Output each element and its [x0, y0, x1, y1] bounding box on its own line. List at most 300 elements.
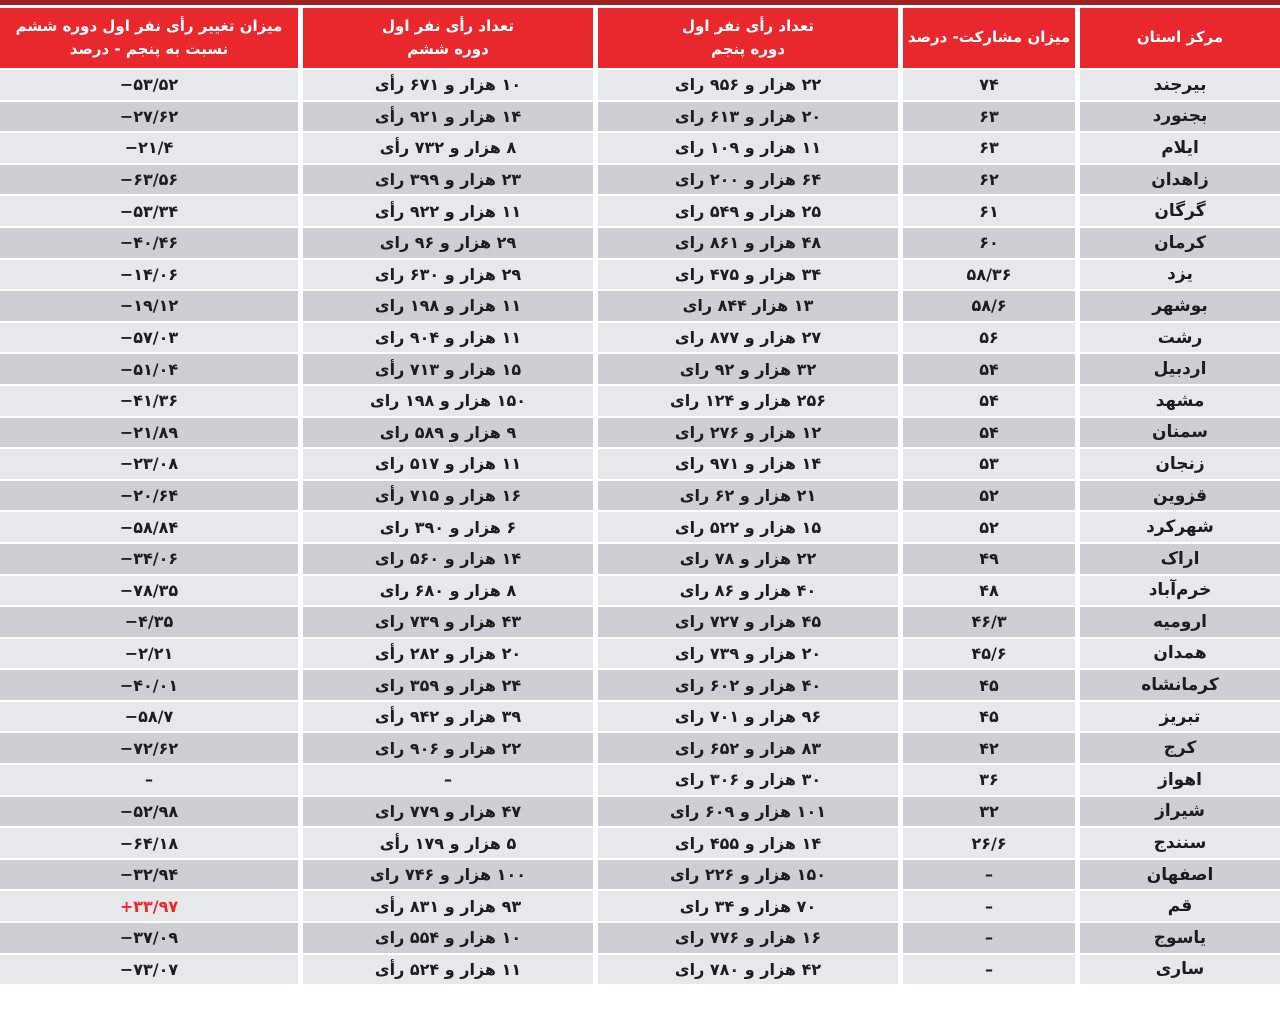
change-cell-text: −۵۸/۷: [124, 707, 174, 727]
participation-cell-text: ۶۰: [979, 233, 999, 253]
city-cell: [1080, 733, 1280, 763]
votes-6th-cell-text: ۱۱ هزار و ۹۰۴ رای: [374, 328, 522, 348]
votes-6th-cell-text: ۱۵ هزار و ۷۱۳ رأی: [374, 359, 522, 379]
participation-cell: [903, 102, 1075, 132]
city-cell: [1080, 797, 1280, 827]
city-cell: [1080, 354, 1280, 384]
city-cell: [1080, 70, 1280, 100]
votes-6th-cell-text: ۲۳ هزار و ۳۹۹ رای: [374, 170, 522, 190]
change-cell: [0, 260, 298, 290]
votes-5th-cell: [598, 291, 898, 321]
change-cell: [0, 544, 298, 574]
change-cell: [0, 102, 298, 132]
change-cell-text: −۳۷/۰۹: [119, 928, 179, 948]
votes-6th-cell: [303, 576, 593, 606]
participation-cell-text: ۷۴: [979, 75, 999, 95]
votes-6th-cell: [303, 607, 593, 637]
votes-6th-cell-text: ۸ هزار و ۷۳۲ رأی: [379, 138, 517, 158]
city-cell: [1080, 860, 1280, 890]
participation-cell: [903, 165, 1075, 195]
city-cell-text: همدان: [1153, 643, 1207, 664]
participation-cell: [903, 70, 1075, 100]
change-cell: [0, 291, 298, 321]
votes-6th-cell: [303, 702, 593, 732]
votes-6th-cell-text: ۲۹ هزار و ۹۶ رای: [379, 233, 517, 253]
votes-5th-cell-text: ۹۶ هزار و ۷۰۱ رای: [674, 707, 822, 727]
votes-5th-cell-text: ۳۴ هزار و ۴۷۵ رای: [674, 264, 822, 284]
votes-6th-cell: [303, 797, 593, 827]
city-cell-text: زنجان: [1155, 453, 1205, 474]
votes-6th-cell: [303, 260, 593, 290]
votes-5th-cell-text: ۱۰۱ هزار و ۶۰۹ رای: [670, 801, 826, 821]
participation-cell-text: ۳۲: [979, 801, 999, 821]
votes-6th-cell: [303, 418, 593, 448]
votes-6th-cell: [303, 354, 593, 384]
change-cell: [0, 228, 298, 258]
votes-6th-cell: [303, 670, 593, 700]
change-cell-text: −۱۹/۱۲: [119, 296, 179, 316]
votes-6th-cell-text: ۲۲ هزار و ۹۰۶ رای: [374, 738, 522, 758]
change-cell: [0, 670, 298, 700]
change-cell-text: −۱۴/۰۶: [119, 264, 179, 284]
city-cell: [1080, 512, 1280, 542]
change-cell: [0, 70, 298, 100]
votes-5th-cell-text: ۲۰ هزار و ۶۱۳ رای: [674, 106, 822, 126]
participation-cell-text: ۵۳: [979, 454, 999, 474]
participation-cell-text: ۵۲: [979, 486, 999, 506]
change-cell: [0, 133, 298, 163]
city-cell: [1080, 165, 1280, 195]
votes-6th-cell-text: ۶ هزار و ۳۹۰ رای: [379, 517, 517, 537]
change-cell: [0, 828, 298, 858]
change-cell-text: −۲۳/۰۸: [119, 454, 179, 474]
votes-5th-cell: [598, 607, 898, 637]
city-cell: [1080, 291, 1280, 321]
votes-6th-cell-text: ۱۱ هزار و ۵۱۷ رای: [374, 454, 522, 474]
votes-6th-cell-text: –: [444, 770, 452, 790]
votes-6th-cell: [303, 102, 593, 132]
votes-5th-cell-text: ۴۲ هزار و ۷۸۰ رای: [674, 959, 822, 979]
votes-6th-cell: [303, 512, 593, 542]
city-cell: [1080, 576, 1280, 606]
city-cell-text: ساری: [1155, 959, 1205, 980]
votes-6th-cell-text: ۴۳ هزار و ۷۳۹ رای: [374, 612, 522, 632]
header-province-center: [1080, 8, 1280, 68]
participation-cell: [903, 765, 1075, 795]
votes-5th-cell-text: ۱۵ هزار و ۵۲۲ رای: [674, 517, 822, 537]
participation-cell-text: ۵۴: [979, 422, 999, 442]
participation-cell: [903, 481, 1075, 511]
participation-cell: [903, 228, 1075, 258]
votes-6th-cell-text: ۱۰ هزار و ۵۵۴ رای: [374, 928, 522, 948]
participation-cell: [903, 891, 1075, 921]
votes-5th-cell-text: ۱۶ هزار و ۷۷۶ رای: [674, 928, 822, 948]
participation-cell: [903, 418, 1075, 448]
city-cell: [1080, 765, 1280, 795]
votes-5th-cell: [598, 512, 898, 542]
city-cell: [1080, 639, 1280, 669]
change-cell: [0, 765, 298, 795]
header-change-percent: [0, 8, 298, 68]
votes-5th-cell: [598, 70, 898, 100]
change-cell-text: −۷۸/۳۵: [119, 580, 179, 600]
votes-5th-cell: [598, 923, 898, 953]
participation-cell: [903, 607, 1075, 637]
votes-6th-cell: [303, 165, 593, 195]
votes-5th-cell: [598, 228, 898, 258]
votes-5th-cell: [598, 639, 898, 669]
header-province-center-label: مرکز استان: [1136, 28, 1224, 47]
change-cell: [0, 639, 298, 669]
votes-5th-cell: [598, 323, 898, 353]
city-cell-text: اراک: [1160, 548, 1200, 569]
participation-cell: [903, 797, 1075, 827]
votes-6th-cell-text: ۱۵۰ هزار و ۱۹۸ رای: [370, 391, 526, 411]
votes-5th-cell-text: ۴۰ هزار و ۶۰۲ رای: [674, 675, 822, 695]
participation-cell-text: ۴۵: [979, 675, 999, 695]
city-cell: [1080, 228, 1280, 258]
city-cell: [1080, 449, 1280, 479]
votes-5th-cell-text: ۳۰ هزار و ۳۰۶ رای: [674, 770, 822, 790]
participation-cell-text: ۲۶/۶: [971, 833, 1007, 853]
change-cell-text: −۶۳/۵۶: [119, 170, 179, 190]
votes-5th-cell: [598, 449, 898, 479]
votes-5th-cell-text: ۲۲ هزار و ۷۸ رای: [679, 549, 817, 569]
votes-6th-cell: [303, 923, 593, 953]
votes-6th-cell: [303, 228, 593, 258]
votes-5th-cell: [598, 670, 898, 700]
city-cell-text: کرج: [1163, 738, 1197, 759]
participation-cell: [903, 512, 1075, 542]
votes-6th-cell: [303, 386, 593, 416]
city-cell: [1080, 196, 1280, 226]
votes-5th-cell-text: ۴۸ هزار و ۸۶۱ رای: [674, 233, 822, 253]
votes-5th-cell: [598, 196, 898, 226]
header-participation-percent: [903, 8, 1075, 68]
votes-5th-cell-text: ۲۱ هزار و ۶۲ رای: [679, 486, 817, 506]
city-cell-text: مشهد: [1155, 390, 1205, 411]
votes-5th-cell-text: ۱۲ هزار و ۲۷۶ رای: [674, 422, 822, 442]
votes-6th-cell-text: ۱۱ هزار و ۵۲۴ رأی: [374, 959, 522, 979]
header-votes-6th-line2: دوره ششم: [407, 40, 489, 58]
votes-6th-cell-text: ۱۴ هزار و ۵۶۰ رای: [374, 549, 522, 569]
participation-cell: [903, 323, 1075, 353]
votes-5th-cell-text: ۲۰ هزار و ۷۳۹ رای: [674, 643, 822, 663]
change-cell-text: −۴/۳۵: [124, 612, 174, 632]
votes-6th-cell-text: ۱۰۰ هزار و ۷۴۶ رای: [370, 865, 526, 885]
header-votes-5th-line1: تعداد رأی نفر اول: [681, 16, 815, 35]
city-cell-text: ایلام: [1161, 137, 1199, 158]
city-cell-text: سنندج: [1153, 833, 1207, 854]
votes-6th-cell-text: ۲۰ هزار و ۲۸۲ رأی: [374, 643, 522, 663]
participation-cell: [903, 670, 1075, 700]
votes-6th-cell: [303, 639, 593, 669]
header-votes-6th-round: [303, 8, 593, 68]
votes-6th-cell: [303, 196, 593, 226]
header-participation-label: میزان مشارکت- درصد: [907, 28, 1071, 47]
change-cell-text: −۲۱/۴: [124, 138, 174, 158]
city-cell-text: سمنان: [1152, 422, 1208, 443]
participation-cell-text: ۳۶: [979, 770, 999, 790]
participation-cell: [903, 544, 1075, 574]
votes-5th-cell: [598, 955, 898, 985]
participation-cell-text: ۵۶: [979, 328, 999, 348]
city-cell: [1080, 891, 1280, 921]
change-cell-text: −۵۷/۰۳: [119, 328, 179, 348]
city-cell: [1080, 102, 1280, 132]
change-cell: [0, 702, 298, 732]
votes-6th-cell-text: ۵ هزار و ۱۷۹ رأی: [379, 833, 517, 853]
change-cell-text: −۲/۲۱: [124, 643, 174, 663]
header-votes-6th-line1: تعداد رأی نفر اول: [381, 16, 515, 35]
votes-5th-cell: [598, 797, 898, 827]
city-cell-text: بوشهر: [1152, 295, 1208, 316]
city-cell: [1080, 260, 1280, 290]
change-cell-text: −۲۰/۶۴: [119, 486, 179, 506]
change-cell: [0, 354, 298, 384]
participation-cell-text: –: [985, 865, 993, 885]
votes-6th-cell-text: ۲۴ هزار و ۳۵۹ رای: [374, 675, 522, 695]
change-cell: [0, 733, 298, 763]
votes-5th-cell-text: ۲۵ هزار و ۵۴۹ رای: [674, 201, 822, 221]
votes-5th-cell-text: ۱۳ هزار ۸۴۴ رای: [682, 296, 814, 316]
city-cell-text: بیرجند: [1153, 74, 1207, 95]
participation-cell-text: –: [985, 959, 993, 979]
city-cell: [1080, 386, 1280, 416]
votes-6th-cell: [303, 291, 593, 321]
participation-cell-text: ۴۲: [979, 738, 999, 758]
votes-5th-cell-text: ۳۲ هزار و ۹۲ رای: [679, 359, 817, 379]
change-cell-text: −۴۰/۴۶: [119, 233, 179, 253]
city-cell-text: کرمانشاه: [1141, 675, 1219, 696]
city-cell-text: زاهدان: [1151, 169, 1209, 190]
change-cell: [0, 891, 298, 921]
votes-6th-cell: [303, 955, 593, 985]
city-cell-text: قم: [1167, 896, 1193, 917]
votes-5th-cell: [598, 481, 898, 511]
participation-cell-text: ۶۳: [979, 138, 999, 158]
votes-5th-cell: [598, 576, 898, 606]
participation-cell-text: ۶۱: [979, 201, 999, 221]
votes-6th-cell: [303, 733, 593, 763]
city-cell-text: یاسوج: [1153, 927, 1207, 948]
city-cell-text: شیراز: [1155, 801, 1205, 822]
header-change-line1: میزان تغییر رأی نفر اول دوره ششم: [15, 16, 283, 35]
participation-cell: [903, 449, 1075, 479]
votes-6th-cell: [303, 828, 593, 858]
header-votes-5th-round: [598, 8, 898, 68]
votes-6th-cell: [303, 891, 593, 921]
city-cell: [1080, 670, 1280, 700]
votes-5th-cell-text: ۱۴ هزار و ۹۷۱ رای: [674, 454, 822, 474]
votes-5th-cell: [598, 702, 898, 732]
votes-5th-cell: [598, 102, 898, 132]
votes-5th-cell-text: ۱۴ هزار و ۴۵۵ رای: [674, 833, 822, 853]
votes-5th-cell: [598, 828, 898, 858]
participation-cell-text: –: [985, 896, 993, 916]
votes-5th-cell-text: ۸۳ هزار و ۶۵۲ رای: [674, 738, 822, 758]
votes-5th-cell: [598, 891, 898, 921]
election-results-table: [0, 8, 1280, 984]
votes-6th-cell: [303, 544, 593, 574]
votes-6th-cell-text: ۲۹ هزار و ۶۳۰ رای: [374, 264, 522, 284]
city-cell-text: یزد: [1167, 264, 1193, 285]
votes-5th-cell-text: ۴۵ هزار و ۷۲۷ رای: [674, 612, 822, 632]
participation-cell: [903, 133, 1075, 163]
participation-cell-text: ۴۵/۶: [971, 643, 1007, 663]
participation-cell-text: ۵۸/۳۶: [966, 264, 1012, 284]
change-cell-text: −۷۲/۶۲: [119, 738, 179, 758]
votes-6th-cell: [303, 133, 593, 163]
participation-cell-text: ۵۴: [979, 391, 999, 411]
votes-5th-cell-text: ۴۰ هزار و ۸۶ رای: [679, 580, 817, 600]
votes-5th-cell: [598, 544, 898, 574]
city-cell: [1080, 418, 1280, 448]
change-cell-text: −۵۲/۹۸: [119, 801, 179, 821]
city-cell-text: ارومیه: [1153, 611, 1207, 632]
change-cell: [0, 196, 298, 226]
participation-cell: [903, 860, 1075, 890]
city-cell-text: گرگان: [1154, 201, 1206, 222]
city-cell-text: خرم‌آباد: [1148, 580, 1212, 601]
header-change-line2: نسبت به پنجم - درصد: [69, 40, 229, 58]
city-cell-text: تبریز: [1159, 706, 1201, 727]
change-cell-text: −۳۴/۰۶: [119, 549, 179, 569]
participation-cell: [903, 196, 1075, 226]
votes-5th-cell-text: ۲۷ هزار و ۸۷۷ رای: [674, 328, 822, 348]
participation-cell: [903, 354, 1075, 384]
change-cell: [0, 955, 298, 985]
votes-5th-cell: [598, 260, 898, 290]
votes-6th-cell: [303, 765, 593, 795]
participation-cell-text: ۵۸/۶: [971, 296, 1007, 316]
city-cell-text: اصفهان: [1146, 864, 1214, 885]
votes-5th-cell: [598, 133, 898, 163]
votes-5th-cell-text: ۲۲ هزار و ۹۵۶ رای: [674, 75, 822, 95]
votes-6th-cell: [303, 70, 593, 100]
change-cell: [0, 386, 298, 416]
participation-cell-text: ۴۵: [979, 707, 999, 727]
city-cell: [1080, 702, 1280, 732]
city-cell: [1080, 828, 1280, 858]
city-cell-text: شهرکرد: [1146, 517, 1214, 538]
change-cell-text: −۴۰/۰۱: [119, 675, 179, 695]
participation-cell: [903, 955, 1075, 985]
votes-5th-cell: [598, 165, 898, 195]
votes-5th-cell: [598, 765, 898, 795]
change-cell-text: −۲۷/۶۲: [119, 106, 179, 126]
change-cell-text: −۲۱/۸۹: [119, 422, 179, 442]
city-cell-text: اردبیل: [1153, 359, 1207, 380]
header-votes-5th-line2: دوره پنجم: [710, 40, 786, 58]
change-cell-text: −۳۲/۹۴: [119, 865, 179, 885]
change-cell: [0, 323, 298, 353]
votes-6th-cell-text: ۱۰ هزار و ۶۷۱ رأی: [374, 75, 522, 95]
participation-cell: [903, 576, 1075, 606]
participation-cell: [903, 733, 1075, 763]
change-cell: [0, 481, 298, 511]
change-cell-text: −۵۱/۰۴: [119, 359, 179, 379]
votes-6th-cell-text: ۳۹ هزار و ۹۴۲ رأی: [374, 707, 522, 727]
votes-6th-cell-text: ۱۱ هزار و ۹۲۲ رأی: [374, 201, 522, 221]
participation-cell: [903, 639, 1075, 669]
participation-cell-text: –: [985, 928, 993, 948]
change-cell-text: −۵۳/۳۴: [119, 201, 179, 221]
votes-6th-cell: [303, 481, 593, 511]
participation-cell: [903, 702, 1075, 732]
participation-cell: [903, 923, 1075, 953]
participation-cell-text: ۵۴: [979, 359, 999, 379]
city-cell-text: اهواز: [1158, 769, 1202, 790]
votes-6th-cell-text: ۱۱ هزار و ۱۹۸ رای: [374, 296, 522, 316]
votes-5th-cell-text: ۱۱ هزار و ۱۰۹ رای: [674, 138, 822, 158]
change-cell: [0, 512, 298, 542]
change-cell-text: –: [145, 770, 153, 790]
votes-5th-cell-text: ۲۵۶ هزار و ۱۲۴ رای: [670, 391, 826, 411]
change-cell-text: −۶۴/۱۸: [119, 833, 179, 853]
participation-cell: [903, 291, 1075, 321]
votes-5th-cell: [598, 733, 898, 763]
city-cell: [1080, 955, 1280, 985]
votes-6th-cell-text: ۴۷ هزار و ۷۷۹ رای: [374, 801, 522, 821]
city-cell: [1080, 133, 1280, 163]
change-cell-text: +۳۳/۹۷: [119, 896, 179, 916]
votes-6th-cell-text: ۱۴ هزار و ۹۲۱ رأی: [374, 106, 522, 126]
votes-5th-cell: [598, 386, 898, 416]
participation-cell-text: ۴۹: [979, 549, 999, 569]
change-cell: [0, 923, 298, 953]
change-cell: [0, 576, 298, 606]
votes-5th-cell: [598, 418, 898, 448]
votes-5th-cell: [598, 860, 898, 890]
city-cell-text: رشت: [1157, 327, 1203, 348]
votes-5th-cell: [598, 354, 898, 384]
change-cell: [0, 165, 298, 195]
participation-cell: [903, 386, 1075, 416]
votes-5th-cell-text: ۶۴ هزار و ۲۰۰ رای: [674, 170, 822, 190]
change-cell: [0, 797, 298, 827]
city-cell-text: قزوین: [1153, 485, 1207, 506]
participation-cell: [903, 260, 1075, 290]
participation-cell-text: ۴۸: [979, 580, 999, 600]
city-cell-text: بجنورد: [1152, 106, 1208, 127]
votes-6th-cell: [303, 323, 593, 353]
city-cell: [1080, 544, 1280, 574]
change-cell-text: −۵۸/۸۴: [119, 517, 179, 537]
participation-cell-text: ۵۲: [979, 517, 999, 537]
participation-cell-text: ۶۲: [979, 170, 999, 190]
city-cell: [1080, 481, 1280, 511]
change-cell: [0, 607, 298, 637]
change-cell-text: −۷۳/۰۷: [119, 959, 179, 979]
votes-6th-cell: [303, 860, 593, 890]
change-cell: [0, 449, 298, 479]
votes-6th-cell-text: ۹۳ هزار و ۸۳۱ رأی: [374, 896, 522, 916]
change-cell: [0, 418, 298, 448]
votes-6th-cell-text: ۱۶ هزار و ۷۱۵ رأی: [374, 486, 522, 506]
change-cell-text: −۴۱/۳۶: [119, 391, 179, 411]
change-cell-text: −۵۳/۵۲: [119, 75, 179, 95]
participation-cell-text: ۶۳: [979, 106, 999, 126]
votes-6th-cell-text: ۸ هزار و ۶۸۰ رای: [379, 580, 517, 600]
city-cell: [1080, 923, 1280, 953]
city-cell: [1080, 323, 1280, 353]
change-cell: [0, 860, 298, 890]
top-accent-bar: [0, 0, 1280, 5]
votes-6th-cell: [303, 449, 593, 479]
votes-6th-cell-text: ۹ هزار و ۵۸۹ رای: [379, 422, 517, 442]
votes-5th-cell-text: ۱۵۰ هزار و ۲۲۶ رای: [670, 865, 826, 885]
